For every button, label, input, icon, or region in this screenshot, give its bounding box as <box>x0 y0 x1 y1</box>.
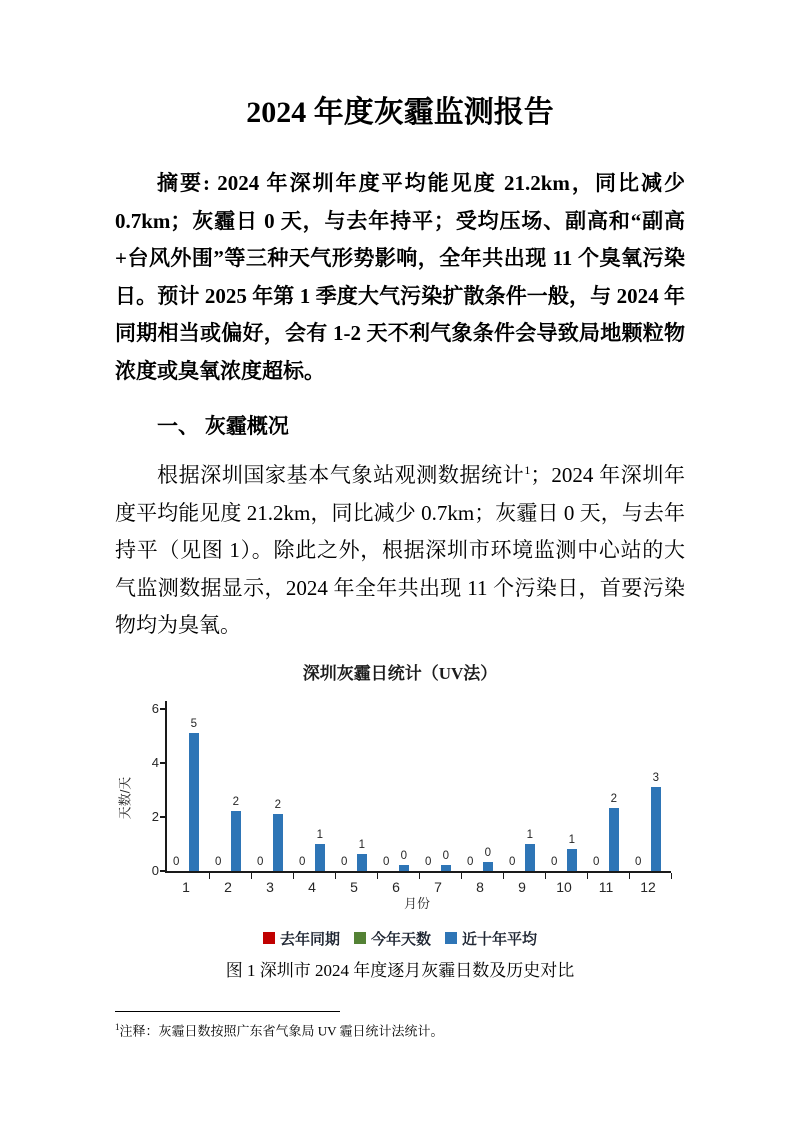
zero-value-label: 0 <box>425 855 432 868</box>
month-group <box>167 701 209 871</box>
chart-title: 深圳灰霾日统计（UV法） <box>302 663 498 683</box>
zero-value-label: 0 <box>551 855 558 868</box>
x-axis-tick-mark <box>335 873 336 879</box>
x-axis-tick-mark <box>461 873 462 879</box>
x-axis-title: 月份 <box>403 895 430 911</box>
avg-bar <box>651 787 661 871</box>
zero-value-label: 0 <box>173 855 180 868</box>
bar-value-label: 1 <box>316 828 324 841</box>
x-axis-tick-label: 9 <box>518 878 526 895</box>
month-group <box>293 701 335 871</box>
legend-label: 今年天数 <box>370 930 431 948</box>
x-axis-tick-label: 6 <box>392 878 400 895</box>
avg-bar <box>231 811 241 870</box>
month-group <box>335 701 377 871</box>
y-axis-tick-label: 2 <box>151 808 159 824</box>
legend-item <box>354 928 431 949</box>
month-group <box>209 701 251 871</box>
x-axis-tick-mark <box>671 873 672 879</box>
x-axis-tick-mark <box>209 873 210 879</box>
x-axis-tick-label: 11 <box>598 878 614 895</box>
haze-chart <box>115 661 685 949</box>
y-axis-tick-mark <box>160 762 167 764</box>
legend-label: 去年同期 <box>279 930 340 948</box>
legend-swatch <box>445 932 457 944</box>
bar-value-label: 0 <box>400 850 408 863</box>
month-group <box>377 701 419 871</box>
avg-bar <box>399 865 409 870</box>
x-axis-tick-mark <box>503 873 504 879</box>
body-text-part2: ；2024 年深圳年度平均能见度 21.2km，同比减少 0.7km；灰霾日 0 天，与去年持平（见图 1）。除此之外，根据深圳市环境监测中心站的大气监测数据显示，2024 年全年共出现 11 个污染日，首要污染物均为臭氧。 <box>115 463 686 637</box>
x-axis-tick-mark <box>377 873 378 879</box>
y-axis-tick-label: 4 <box>151 754 159 770</box>
bar-value-label: 2 <box>610 793 618 806</box>
zero-value-label: 0 <box>299 855 306 868</box>
footnote-rule <box>115 1011 340 1012</box>
section-heading: 一、 灰霾概况 <box>157 415 289 438</box>
abstract-paragraph: 摘要: 2024 年深圳年度平均能见度 21.2km，同比减少 0.7km；灰霾日 0 天，与去年持平；受均压场、副高和“副高+台风外围”等三种天气形势影响，全年共出现 11 个臭氧污染日。预计 2025 年第 1 季度大气污染扩散条件一般，与 2024 年同期相当或偏好，会有 1-2 天不利气象条件会导致局地颗粒物浓度或臭氧浓度超标。 <box>115 171 685 383</box>
avg-bar <box>315 844 325 871</box>
legend-swatch <box>354 932 366 944</box>
avg-bar <box>441 865 451 870</box>
avg-bar <box>357 854 367 870</box>
y-axis-tick-label: 6 <box>151 700 159 716</box>
x-axis-tick-label: 12 <box>640 878 656 895</box>
bar-value-label: 1 <box>526 828 534 841</box>
avg-bar <box>273 814 283 871</box>
x-axis-tick-mark <box>545 873 546 879</box>
footnote-marker: 1 <box>115 1021 120 1032</box>
zero-value-label: 0 <box>509 855 516 868</box>
month-group <box>251 701 293 871</box>
y-axis-tick-mark <box>160 870 167 872</box>
report-title: 2024 年度灰霾监测报告 <box>246 96 554 129</box>
zero-value-label: 0 <box>467 855 474 868</box>
month-group <box>545 701 587 871</box>
bar-value-label: 2 <box>232 796 240 809</box>
avg-bar <box>525 844 535 871</box>
x-axis-tick-label: 4 <box>308 878 316 895</box>
x-axis-tick-label: 7 <box>434 878 442 895</box>
x-axis-tick-label: 2 <box>224 878 232 895</box>
x-axis-tick-mark <box>293 873 294 879</box>
bar-value-label: 1 <box>568 833 576 846</box>
avg-bar <box>189 733 199 871</box>
chart-legend <box>115 928 685 949</box>
month-group <box>587 701 629 871</box>
body-paragraph <box>115 457 685 645</box>
bar-chart-area <box>151 700 671 878</box>
month-group <box>629 701 671 871</box>
zero-value-label: 0 <box>341 855 348 868</box>
legend-swatch <box>263 932 275 944</box>
footnote-text: 注释：灰霾日数按照广东省气象局 UV 霾日统计法统计。 <box>119 1022 444 1038</box>
bar-value-label: 2 <box>274 798 282 811</box>
footnote-ref: 1 <box>524 463 531 477</box>
y-axis-tick-label: 0 <box>151 862 159 878</box>
x-axis-tick-label: 10 <box>556 878 572 895</box>
x-axis-tick-label: 3 <box>266 878 274 895</box>
body-text-part1: 根据深圳国家基本气象站观测数据统计 <box>157 463 525 487</box>
zero-value-label: 0 <box>215 855 222 868</box>
zero-value-label: 0 <box>593 855 600 868</box>
x-axis-tick-mark <box>251 873 252 879</box>
figure-caption: 图 1 深圳市 2024 年度逐月灰霾日数及历史对比 <box>225 960 575 980</box>
x-axis-tick-label: 1 <box>182 878 190 895</box>
footnote-block <box>115 1011 685 1040</box>
month-group <box>461 701 503 871</box>
legend-item <box>263 928 340 949</box>
avg-bar <box>609 808 619 870</box>
month-group <box>419 701 461 871</box>
zero-value-label: 0 <box>257 855 264 868</box>
bar-value-label: 0 <box>484 847 492 860</box>
legend-label: 近十年平均 <box>462 930 538 948</box>
footnote <box>115 1018 685 1040</box>
bar-value-label: 1 <box>358 839 366 852</box>
y-axis-title: 天数/天 <box>117 776 133 819</box>
zero-value-label: 0 <box>635 855 642 868</box>
x-axis-tick-label: 8 <box>476 878 484 895</box>
zero-value-label: 0 <box>383 855 390 868</box>
x-axis-tick-label: 5 <box>350 878 358 895</box>
x-axis-tick-mark <box>587 873 588 879</box>
bar-value-label: 0 <box>442 850 450 863</box>
x-axis-tick-mark <box>419 873 420 879</box>
bar-value-label: 5 <box>190 717 198 730</box>
avg-bar <box>567 849 577 871</box>
avg-bar <box>483 862 493 870</box>
y-axis-tick-mark <box>160 816 167 818</box>
legend-item <box>445 928 537 949</box>
bar-value-label: 3 <box>652 771 660 784</box>
y-axis-tick-mark <box>160 708 167 710</box>
plot-wrap <box>117 700 669 912</box>
month-group <box>503 701 545 871</box>
x-axis-tick-mark <box>629 873 630 879</box>
